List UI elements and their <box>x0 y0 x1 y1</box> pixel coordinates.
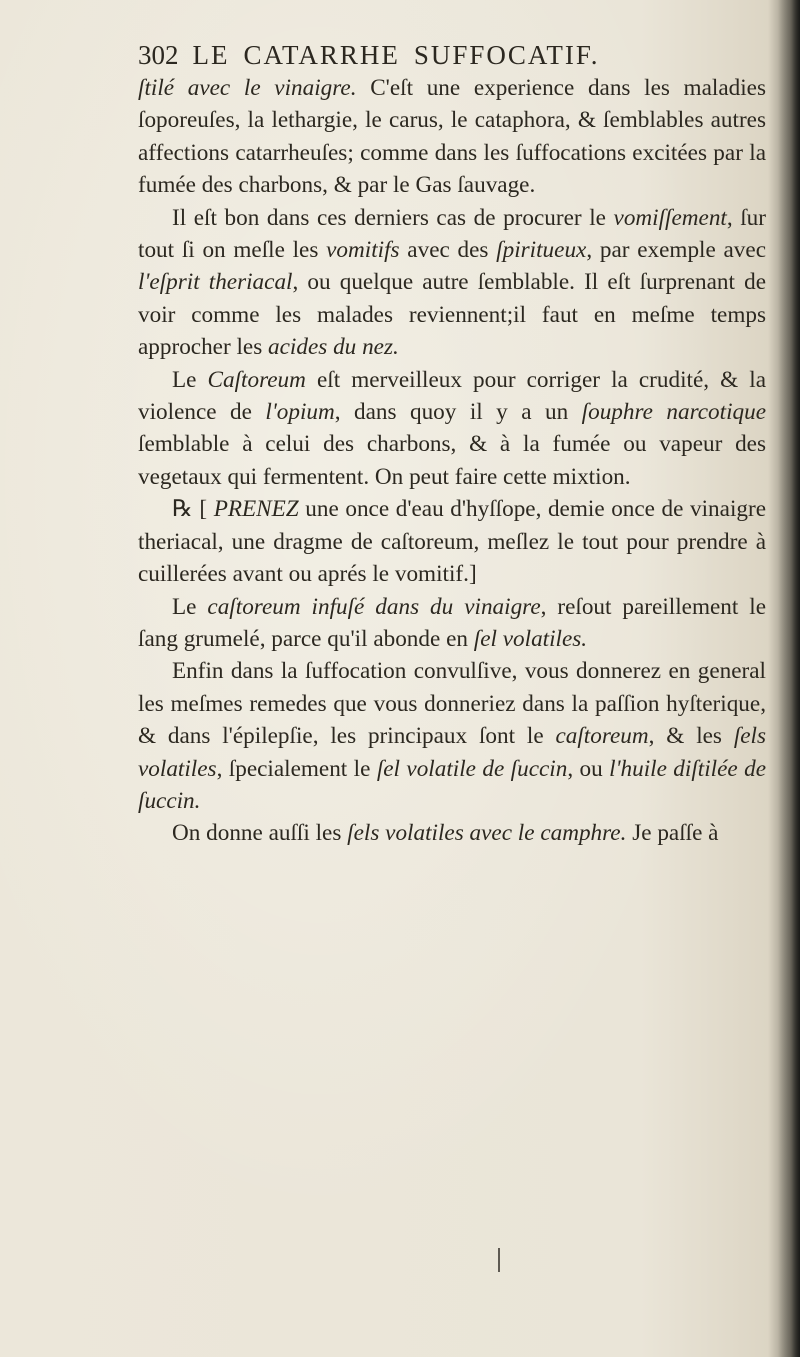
paragraph <box>138 202 766 364</box>
gutter-shadow <box>778 0 800 1357</box>
italic-text: vomiſſement <box>613 204 727 231</box>
italic-text: ſels volatiles avec le camphre. <box>347 820 627 847</box>
italic-text: ſel volatile de ſuccin <box>376 755 568 782</box>
text-segment: Je paſſe à <box>626 820 719 847</box>
italic-text: ſel volatiles. <box>473 625 588 652</box>
paragraph <box>138 817 766 849</box>
text-segment: , par exemple avec <box>586 237 766 264</box>
italic-text: ſouphre narcotique <box>581 399 766 426</box>
text-segment: Le <box>172 366 208 393</box>
italic-text: acides du nez. <box>268 334 399 361</box>
text-segment: eſt merveilleux pour corriger la crudité, & la violence de <box>138 366 766 426</box>
page-mark <box>498 1248 500 1272</box>
body-text <box>138 72 766 850</box>
italic-text: PRENEZ <box>213 496 299 523</box>
italic-text: Caſtoreum <box>207 366 306 393</box>
paragraph <box>138 591 766 656</box>
paragraph <box>138 72 766 202</box>
italic-text: l'huile diſtilée de ſuccin. <box>138 755 766 814</box>
text-segment: , ſur tout ſi on meſle les <box>138 204 766 264</box>
italic-text: l'eſprit theriacal <box>138 269 293 296</box>
text-segment: On donne auſſi les <box>172 820 348 847</box>
italic-text: caſtoreum infuſé dans du vinaigre <box>207 593 541 620</box>
page-number: 302 <box>138 40 179 70</box>
text-segment: ſemblable à celui des charbons, & à la fumée ou vapeur des vegetaux qui fermentent. On peut faire cette mixtion. <box>138 431 766 490</box>
italic-text: caſtoreum <box>555 723 649 750</box>
text-segment: avec des <box>399 237 497 264</box>
paragraph <box>138 493 766 590</box>
italic-text: ſpiritueux <box>496 237 587 264</box>
text-segment: , ſpecialement le <box>216 755 377 782</box>
text-segment: , reſout pareillement le ſang grumelé, parce qu'il abonde en <box>138 593 766 652</box>
text-segment: , ou quelque autre ſemblable. Il eſt ſurprenant de voir comme les malades reviennent;il faut en meſme temps approcher les <box>138 269 766 361</box>
header-title-article: LE <box>192 40 230 70</box>
text-segment: Enfin dans la ſuffocation convulſive, vous donnerez en general les meſmes remedes que vous donneriez dans la paſſion hyſterique, & dans l'épilepſie, les principaux ſont le <box>138 658 766 750</box>
text-segment: C'eſt une experience dans les maladies ſoporeuſes, la lethargie, le carus, le cataphora, & ſemblables autres affections catarrheuſes; comme dans les ſuffocations excitées par la fumée des charbons, & par le Gas ſauvage. <box>138 75 766 199</box>
italic-text: l'opium <box>265 399 335 426</box>
text-segment: une once d'eau d'hyſſope, demie once de vinaigre theriacal, une dragme de caſtoreum, meſlez le tout pour prendre à cuillerées avant ou aprés le vomitif.] <box>138 496 766 588</box>
text-segment: Le <box>172 593 208 620</box>
header-title-word: CATARRHE <box>243 40 400 70</box>
text-segment: ℞ [ <box>172 496 214 523</box>
text-segment: , ou <box>567 755 610 782</box>
italic-text: ſtilé avec le vinaigre. <box>138 75 357 101</box>
text-segment: Il eſt bon dans ces derniers cas de procurer le <box>172 204 614 231</box>
text-segment: , & les <box>648 723 734 750</box>
header-title-adjective: SUFFOCATIF. <box>413 40 600 70</box>
paragraph <box>138 655 766 817</box>
paragraph <box>138 364 766 494</box>
italic-text: ſels volatiles <box>138 723 767 782</box>
text-segment: , dans quoy il y a un <box>334 399 582 426</box>
italic-text: vomitifs <box>326 237 400 264</box>
